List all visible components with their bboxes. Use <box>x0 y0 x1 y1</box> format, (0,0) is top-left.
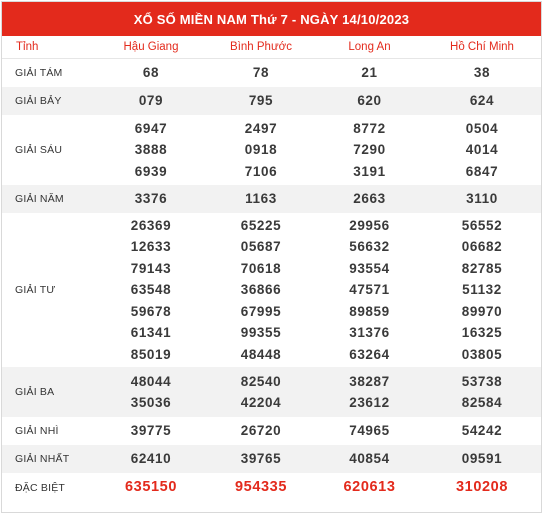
prize-row-giai-ba <box>2 367 541 417</box>
prize-cell <box>206 213 316 367</box>
prize-cell <box>423 213 541 367</box>
column-header-binh-phuoc[interactable]: Bình Phước <box>206 36 316 59</box>
prize-cell <box>423 115 541 185</box>
prize-cell <box>206 445 316 473</box>
prize-cell <box>96 185 206 213</box>
prize-number: 2663 <box>353 191 386 207</box>
prize-number: 59678 <box>130 303 172 319</box>
prize-row-giai-nhat <box>2 445 541 473</box>
prize-cell <box>423 473 541 502</box>
prize-number: 12633 <box>130 239 172 255</box>
prize-number: 6939 <box>134 163 168 179</box>
prize-cell <box>96 367 206 417</box>
prize-number: 62410 <box>130 451 172 467</box>
prize-cell <box>423 367 541 417</box>
prize-number: 09591 <box>461 451 503 467</box>
prize-cell <box>206 59 316 88</box>
prize-number: 65225 <box>240 218 282 234</box>
prize-cell <box>316 367 423 417</box>
prize-number: 61341 <box>130 325 172 341</box>
prize-number: 70618 <box>240 260 282 276</box>
prize-number: 2497 <box>244 120 278 136</box>
prize-number: 3376 <box>134 191 168 207</box>
prize-cell <box>423 445 541 473</box>
prize-number: 6847 <box>465 163 499 179</box>
prize-cell <box>96 115 206 185</box>
prize-number: 6947 <box>134 120 168 136</box>
prize-number: 7290 <box>353 142 386 158</box>
prize-number: 56632 <box>349 239 390 255</box>
prize-number: 51132 <box>462 282 502 298</box>
prize-number: 89970 <box>461 303 503 319</box>
prize-label: ĐẶC BIỆT <box>15 481 66 494</box>
prize-label: GIẢI BA <box>15 386 55 398</box>
province-header-row <box>2 36 541 59</box>
prize-number: 82584 <box>461 395 503 410</box>
prize-label: GIẢI SÁU <box>15 144 63 156</box>
prize-cell <box>206 473 316 502</box>
prize-number: 079 <box>138 93 164 109</box>
prize-number: 68 <box>142 65 160 81</box>
prize-number: 82540 <box>240 373 282 389</box>
prize-cell <box>316 59 423 88</box>
prize-number: 38287 <box>349 373 390 389</box>
results-table <box>2 36 541 502</box>
prize-cell <box>206 115 316 185</box>
prize-number: 48448 <box>240 346 282 362</box>
prize-number: 79143 <box>130 260 172 276</box>
prize-number: 35036 <box>130 395 172 410</box>
prize-number: 795 <box>248 93 274 109</box>
prize-number: 89859 <box>349 303 390 319</box>
prize-label: GIẢI TƯ <box>15 284 56 296</box>
prize-number: 53738 <box>461 373 503 389</box>
prize-cell <box>423 185 541 213</box>
prize-cell <box>206 87 316 115</box>
prize-number: 39775 <box>130 423 172 439</box>
prize-number: 26369 <box>130 218 172 234</box>
prize-cell <box>96 213 206 367</box>
prize-number: 0918 <box>244 142 278 158</box>
prize-number: 8772 <box>353 120 386 136</box>
prize-cell <box>316 445 423 473</box>
prize-cell <box>316 213 423 367</box>
prize-cell <box>206 367 316 417</box>
prize-cell <box>423 87 541 115</box>
prize-number: 23612 <box>349 395 390 410</box>
prize-cell <box>96 87 206 115</box>
prize-number: 54242 <box>461 423 503 439</box>
prize-number: 0504 <box>465 120 499 136</box>
prize-number: 36866 <box>240 282 282 298</box>
prize-number: 38 <box>473 65 491 81</box>
prize-number: 82785 <box>461 260 503 276</box>
prize-number: 63264 <box>349 346 390 362</box>
prize-number: 3191 <box>353 163 386 179</box>
prize-cell <box>96 445 206 473</box>
prize-number: 85019 <box>130 346 172 362</box>
column-header-hau-giang[interactable]: Hậu Giang <box>96 36 206 59</box>
prize-row-giai-sau <box>2 115 541 185</box>
prize-cell <box>316 473 423 502</box>
prize-cell <box>316 185 423 213</box>
prize-number: 56552 <box>461 218 503 234</box>
prize-number: 3110 <box>466 191 498 207</box>
prize-number: 16325 <box>461 325 503 341</box>
prize-row-giai-bay <box>2 87 541 115</box>
prize-number: 99355 <box>240 325 282 341</box>
prize-row-dac-biet <box>2 473 541 502</box>
prize-number: 620 <box>357 93 382 109</box>
prize-number: 21 <box>361 65 378 81</box>
column-header-ho-chi-minh[interactable]: Hồ Chí Minh <box>423 36 541 59</box>
prize-number: 63548 <box>130 282 172 298</box>
column-header-long-an[interactable]: Long An <box>316 36 423 59</box>
prize-number: 7106 <box>244 163 278 179</box>
prize-row-giai-nhi <box>2 417 541 445</box>
prize-number: 635150 <box>125 478 177 495</box>
prize-cell <box>423 59 541 88</box>
results-title: XỔ SỐ MIỀN NAM Thứ 7 - NGÀY 14/10/2023 <box>2 2 541 36</box>
prize-number: 40854 <box>349 451 390 467</box>
prize-number: 3888 <box>134 142 168 158</box>
prize-cell <box>316 115 423 185</box>
prize-label: GIẢI NĂM <box>15 193 64 205</box>
prize-label: GIẢI NHẤT <box>15 453 70 465</box>
lottery-results-panel <box>1 1 542 513</box>
prize-label: GIẢI BẢY <box>15 95 62 107</box>
prize-number: 29956 <box>349 218 390 234</box>
prize-number: 03805 <box>461 346 503 362</box>
prize-cell <box>423 417 541 445</box>
prize-number: 74965 <box>349 423 390 439</box>
prize-number: 26720 <box>240 423 282 439</box>
prize-number: 47571 <box>349 282 390 298</box>
prize-number: 1163 <box>245 191 277 207</box>
prize-number: 39765 <box>240 451 282 467</box>
prize-number: 48044 <box>130 373 172 389</box>
prize-number: 06682 <box>461 239 503 255</box>
prize-number: 05687 <box>240 239 282 255</box>
prize-number: 31376 <box>349 325 390 341</box>
prize-cell <box>96 59 206 88</box>
prize-number: 93554 <box>349 260 390 276</box>
prize-cell <box>206 417 316 445</box>
prize-number: 310208 <box>456 478 508 495</box>
column-header-province: Tỉnh <box>2 36 96 59</box>
prize-cell <box>316 417 423 445</box>
prize-row-giai-nam <box>2 185 541 213</box>
prize-cell <box>96 417 206 445</box>
prize-label: GIẢI NHÌ <box>15 425 59 437</box>
prize-number: 624 <box>469 93 495 109</box>
prize-row-giai-tu <box>2 213 541 367</box>
results-body <box>2 59 541 503</box>
prize-row-giai-tam <box>2 59 541 88</box>
prize-cell <box>96 473 206 502</box>
prize-number: 67995 <box>240 303 282 319</box>
prize-cell <box>206 185 316 213</box>
prize-number: 954335 <box>235 478 287 495</box>
prize-label: GIẢI TÁM <box>15 67 63 79</box>
prize-number: 4014 <box>465 142 499 158</box>
prize-number: 42204 <box>240 395 282 410</box>
prize-cell <box>316 87 423 115</box>
prize-number: 620613 <box>343 478 396 495</box>
prize-number: 78 <box>252 65 270 81</box>
